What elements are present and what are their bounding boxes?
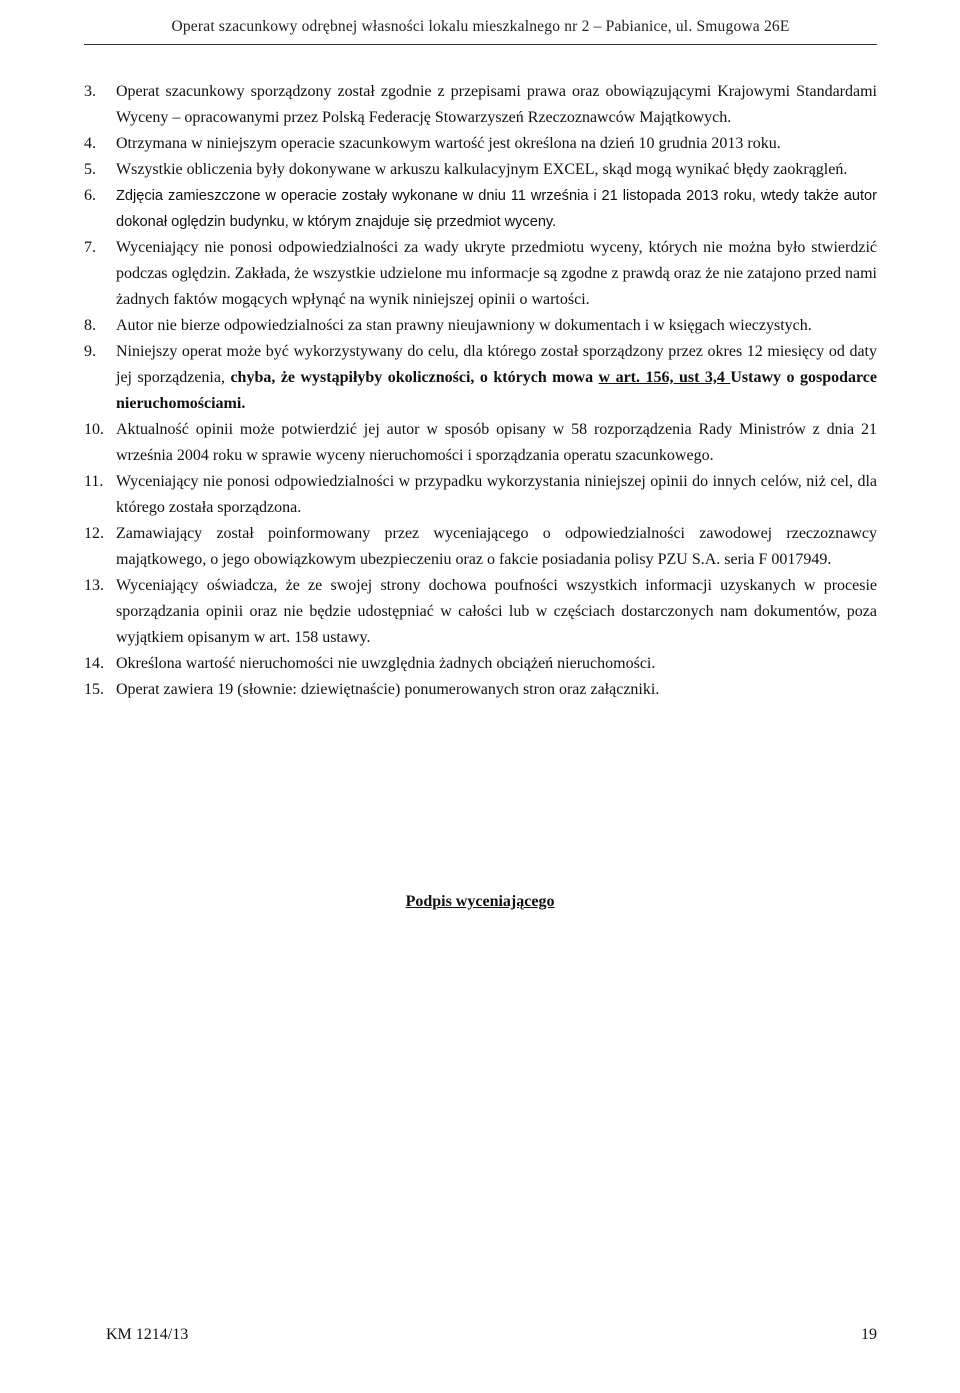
list-item-10: [84, 417, 877, 469]
list-text: Aktualność opinii może potwierdzić jej autor w sposób opisany w 58 rozporządzenia Rady Ministrów z dnia 21 września 2004 roku w sprawie wyceny nieruchomości i sporządzania operatu szacunkowego.: [116, 421, 877, 464]
page-number: 19: [861, 1326, 877, 1343]
list-number: 6.: [84, 187, 96, 204]
list-item-8: [84, 313, 877, 339]
list-text-bold: chyba, że wystąpiłyby okoliczności, o których mowa: [230, 369, 599, 386]
list-item-6: [84, 183, 877, 235]
list-text: Autor nie bierze odpowiedzialności za stan prawny nieujawniony w dokumentach i w księgach wieczystych.: [116, 317, 812, 334]
signature-label: Podpis wyceniającego: [405, 893, 555, 910]
page-header-title: Operat szacunkowy odrębnej własności lokalu mieszkalnego nr 2 – Pabianice, ul. Smugowa 26E: [171, 18, 790, 35]
list-number: 9.: [84, 343, 96, 360]
list-item-11: [84, 469, 877, 521]
list-text: Wyceniający nie ponosi odpowiedzialności za wady ukryte przedmiotu wyceny, których nie można było stwierdzić podczas oględzin. Zakłada, że wszystkie udzielone mu informacje są zgodne z prawdą oraz że nie zatajono przed nami żadnych faktów mogących wpłynąć na wynik niniejszej opinii o wartości.: [116, 239, 877, 308]
list-number: 12.: [84, 525, 104, 542]
legal-reference: w art. 156, ust 3,4: [598, 369, 731, 386]
list-text: Zdjęcia zamieszczone w operacie zostały wykonane w dniu 11 września i 21 listopada 2013 roku, wtedy także autor dokonał oględzin budynku, w którym znajduje się przedmiot wyceny.: [116, 188, 877, 230]
list-text: Wyceniający nie ponosi odpowiedzialności w przypadku wykorzystania niniejszej opinii do innych celów, niż cel, dla którego została sporządzona.: [116, 473, 877, 516]
list-item-9: [84, 339, 877, 417]
list-text: Otrzymana w niniejszym operacie szacunkowym wartość jest określona na dzień 10 grudnia 2013 roku.: [116, 135, 781, 152]
list-text: Zamawiający został poinformowany przez wyceniającego o odpowiedzialności zawodowej rzeczoznawcy majątkowego, o jego obowiązkowym ubezpieczeniu oraz o fakcie posiadania polisy PZU S.A. seria F 0017949.: [116, 525, 877, 568]
list-item-14: [84, 651, 877, 677]
list-item-12: [84, 521, 877, 573]
list-text: Niniejszy operat może być wykorzystywany do celu, dla którego został sporządzony przez okres 12 miesięcy od daty jej sporządzenia,: [116, 343, 877, 386]
list-item-15: [84, 677, 877, 703]
list-item-13: [84, 573, 877, 651]
list-item-4: [84, 131, 877, 157]
act-name: Ustawy o gospodarce nieruchomościami.: [116, 369, 878, 412]
list-number: 14.: [84, 655, 104, 672]
list-number: 11.: [84, 473, 104, 490]
document-id: KM 1214/13: [106, 1326, 189, 1343]
list-item-3: [84, 79, 877, 131]
list-text: Wyceniający oświadcza, że ze swojej strony dochowa poufności wszystkich informacji uzyskanych w procesie sporządzania opinii oraz nie będzie udostępniać w całości lub w częściach dostarczonych nam dokumentów, poza wyjątkiem opisanym w art. 158 ustawy.: [116, 577, 877, 646]
list-text: Wszystkie obliczenia były dokonywane w arkuszu kalkulacyjnym EXCEL, skąd mogą wynikać błędy zaokrągleń.: [116, 161, 848, 178]
list-number: 10.: [84, 421, 104, 438]
list-number: 4.: [84, 135, 96, 152]
list-number: 8.: [84, 317, 96, 334]
list-text: Określona wartość nieruchomości nie uwzględnia żadnych obciążeń nieruchomości.: [116, 655, 656, 672]
list-number: 7.: [84, 239, 96, 256]
list-number: 13.: [84, 577, 104, 594]
list-number: 5.: [84, 161, 96, 178]
list-number: 3.: [84, 83, 96, 100]
list-text: Operat zawiera 19 (słownie: dziewiętnaście) ponumerowanych stron oraz załączniki.: [116, 681, 660, 698]
list-text: Operat szacunkowy sporządzony został zgodnie z przepisami prawa oraz obowiązującymi Krajowymi Standardami Wyceny – opracowanymi przez Polską Federację Stowarzyszeń Rzeczoznawców Majątkowych.: [116, 83, 877, 126]
list-item-5: [84, 157, 877, 183]
list-number: 15.: [84, 681, 104, 698]
document-body: [84, 79, 877, 703]
list-item-7: [84, 235, 877, 313]
header-divider: [84, 44, 877, 45]
